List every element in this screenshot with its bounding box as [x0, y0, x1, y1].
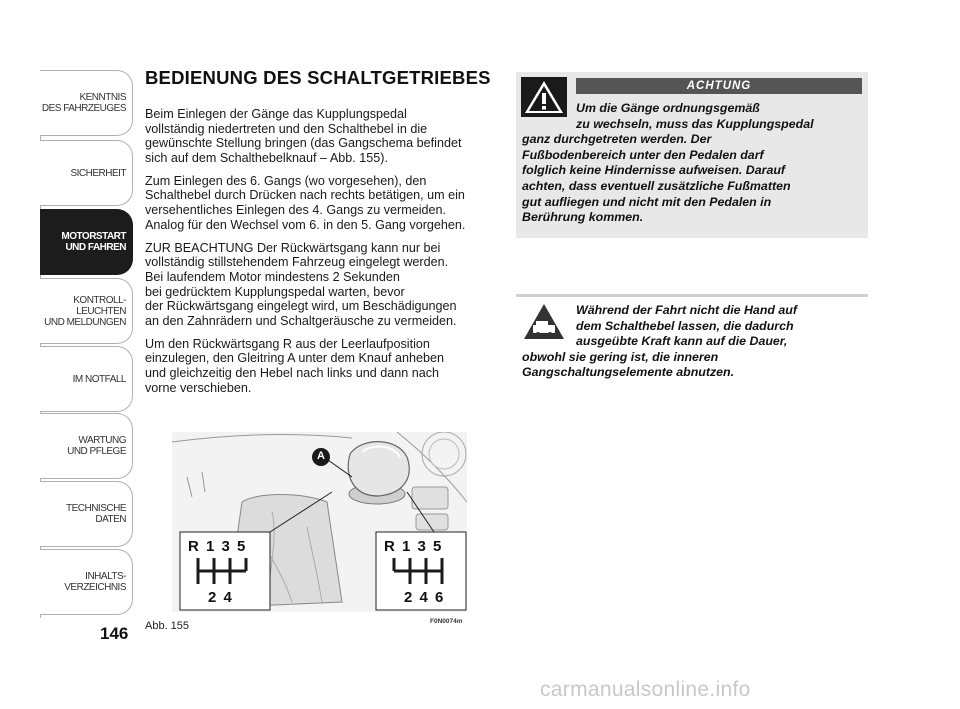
tab-kontrollleuchten-und-meldungen[interactable]: KONTROLL- LEUCHTEN UND MELDUNGEN — [40, 278, 133, 344]
section-heading: BEDIENUNG DES SCHALTGETRIEBES — [145, 67, 491, 88]
warning-line: Um die Gänge ordnungsgemäß — [576, 101, 760, 115]
note-divider — [516, 294, 868, 297]
chapter-sidebar — [40, 0, 133, 640]
note-line: obwohl sie gering ist, die inneren — [522, 349, 719, 364]
warning-header: ACHTUNG — [576, 78, 862, 94]
tab-motorstart-und-fahren[interactable]: MOTORSTART UND FAHREN — [40, 209, 133, 275]
tab-kenntnis-des-fahrzeuges[interactable]: KENNTNIS DES FAHRZEUGES — [40, 70, 133, 136]
figure-caption: Abb. 155 — [145, 620, 190, 632]
watermark: carmanualsonline.info — [540, 678, 751, 701]
warning-line: Fußbodenbereich unter den Pedalen darf — [522, 147, 764, 162]
paragraph: Um den Rückwärtsgang R aus der Leerlaufposition einzulegen, den Gleitring A unter dem Knauf anheben und gleichzeitig den Hebel nach links und dann nach vorne verschieben. — [145, 336, 444, 395]
warning-line: gut aufliegen und nicht mit den Pedalen in — [522, 194, 772, 209]
warning-line: zu wechseln, muss das Kupplungspedal — [576, 116, 814, 131]
gear-pattern-5-bottom: 2 4 — [208, 589, 234, 606]
tab-im-notfall[interactable]: IM NOTFALL — [40, 346, 133, 412]
gear-pattern-5-top: R 1 3 5 — [188, 538, 247, 555]
note-line: Während der Fahrt nicht die Hand auf — [576, 303, 797, 317]
warning-line: folglich keine Hindernisse aufweisen. Darauf — [522, 163, 786, 178]
note-text — [522, 303, 862, 381]
warning-line: achten, dass eventuell zusätzliche Fußmatten — [522, 178, 791, 193]
gear-pattern-6-bottom: 2 4 6 — [404, 589, 445, 606]
paragraph: ZUR BEACHTUNG Der Rückwärtsgang kann nur bei vollständig stillstehendem Fahrzeug eingelegt werden. Bei laufendem Motor mindestens 2 Sekunden bei gedrücktem Kupplungspedal warten, bevor der Rückwärtsgang eingelegt wird, um Beschädigungen an den Zahnrädern und Schaltgeräusche zu vermeiden. — [145, 240, 457, 328]
note-line: ausgeübte Kraft kann auf die Dauer, — [576, 334, 788, 349]
gear-pattern-6-top: R 1 3 5 — [384, 538, 443, 555]
paragraph: Beim Einlegen der Gänge das Kupplungspedal vollständig niedertreten und den Schalthebel in die gewünschte Stellung bringen (das Gangschema befindet sich auf dem Schalthebelknauf – Abb. 155). — [145, 107, 462, 165]
figure-code: F0N0074m — [430, 618, 463, 625]
page-number: 146 — [100, 624, 129, 643]
body-text — [145, 107, 495, 404]
warning-text — [522, 101, 862, 226]
marker-a: A — [317, 450, 325, 462]
note-line: Gangschaltungselemente abnutzen. — [522, 365, 735, 380]
tab-technische-daten[interactable]: TECHNISCHE DATEN — [40, 481, 133, 547]
warning-line: ganz durchgetreten werden. Der — [522, 132, 712, 147]
tab-wartung-und-pflege[interactable]: WARTUNG UND PFLEGE — [40, 413, 133, 479]
paragraph: Zum Einlegen des 6. Gangs (wo vorgesehen), den Schalthebel durch Drücken nach rechts betätigen, um ein versehentliches Einlegen des 4. Gangs zu vermeiden. Analog für den Wechsel vom 6. in den 5. Gang vorgehen. — [145, 173, 466, 232]
tab-inhaltsverzeichnis[interactable]: INHALTS- VERZEICHNIS — [40, 549, 133, 615]
note-line: dem Schalthebel lassen, die dadurch — [576, 318, 794, 333]
warning-line: Berührung kommen. — [522, 210, 644, 225]
tab-sicherheit[interactable]: SICHERHEIT — [40, 140, 133, 206]
gearshift-figure — [172, 432, 467, 612]
